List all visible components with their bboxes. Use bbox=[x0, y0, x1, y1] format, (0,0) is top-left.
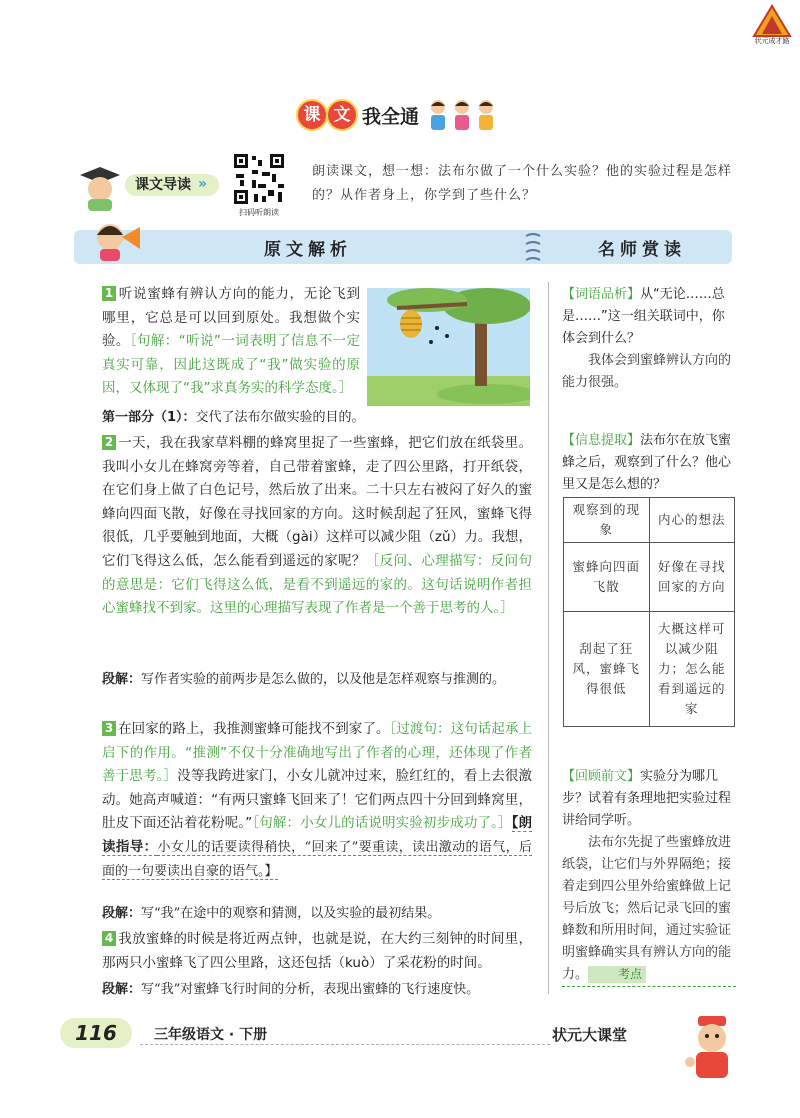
paragraph-summary-3 bbox=[102, 978, 532, 1002]
paragraph-number: 4 bbox=[102, 931, 116, 946]
note-text: “听说”一词表明了信息不一定真实可靠，因此这既成了“我”做实验的原因，又体现了“我”求真务实的科学态度。］ bbox=[102, 333, 361, 397]
double-chevron-icon: » bbox=[198, 176, 208, 192]
paragraph-summary-1 bbox=[102, 668, 532, 692]
summary-text: 写作者实验的前两步是怎么做的，以及他是怎样观察与推测的。 bbox=[141, 672, 506, 687]
table-cell: 刮起了狂风，蜜蜂飞得很低 bbox=[564, 612, 650, 727]
title-badge bbox=[296, 99, 356, 131]
note-text: 这句话起承上启下的作用。“推测”不仅十分准确地写出了作者的心理，还体现了作者善于思考。］ bbox=[102, 721, 533, 785]
megaphone-kid-icon bbox=[90, 215, 146, 263]
qr-label: 扫码听朗读 bbox=[239, 208, 279, 217]
note-label: ［过渡句： bbox=[389, 721, 451, 737]
table-cell: 好像在寻找回家的方向 bbox=[649, 543, 735, 612]
paragraph-number: 1 bbox=[102, 286, 116, 301]
section-title bbox=[296, 95, 497, 135]
paragraph-1 bbox=[102, 283, 360, 401]
ribbon-divider-icon bbox=[524, 232, 542, 262]
title-badge-char: 文 bbox=[326, 99, 358, 131]
paragraph-number: 3 bbox=[102, 721, 116, 736]
reading-guide-text: 小女儿的话要读得稍快，“回来了”要重读，读出激动的语气，后面的一句要读出自豪的语气。】 bbox=[102, 839, 533, 879]
paragraph-summary-2 bbox=[102, 902, 532, 926]
side-question: 从“无论……总是……”这一组关联词中，你体会到什么？ bbox=[562, 287, 725, 346]
reading-guide-label: 【朗读指导： bbox=[102, 815, 533, 855]
side-label: 【回顾前文】 bbox=[562, 769, 641, 784]
observation-table bbox=[563, 497, 735, 727]
title-badge-char: 课 bbox=[296, 99, 328, 131]
side-label: 【词语品析】 bbox=[562, 287, 641, 302]
footer-divider bbox=[140, 1044, 550, 1045]
kid-icon bbox=[451, 98, 473, 132]
table-cell: 蜜蜂向四面飞散 bbox=[564, 543, 650, 612]
beehive-tree-illustration bbox=[367, 288, 530, 406]
summary-label: 段解： bbox=[102, 906, 142, 921]
side-note-review bbox=[562, 766, 736, 987]
summary-label: 段解： bbox=[102, 672, 142, 687]
paragraph-text: 我放蜜蜂的时候是将近两点钟，也就是说，在大约三刻钟的时间里，那两只小蜜蜂飞了四公里路，这还包括（kuò）了采花粉的时间。 bbox=[102, 931, 532, 971]
side-answer bbox=[562, 832, 736, 987]
side-answer-text: 法布尔先捉了些蜜蜂放进纸袋，让它们与外界隔绝；接着走到四公里外给蜜蜂做上记号后放飞；然后记录飞回的蜜蜂数和所用时间，通过实验证明蜜蜂确实具有辨认方向的能力。 bbox=[562, 835, 732, 982]
side-note-info-extract bbox=[562, 430, 736, 496]
table-header: 观察到的现象 bbox=[564, 498, 650, 543]
column-divider bbox=[548, 282, 549, 994]
paragraph-text: 一天，我在我家草料棚的蜂窝里捉了一些蜜蜂，把它们放在纸袋里。我叫小女儿在蜂窝旁等着，自己带着蜜蜂，走了四公里路，打开纸袋，在它们身上做了白色记号，然后放了出来。二十只左右被闷了好久的蜜蜂向四面飞散，好像在寻找回家的方向。这时候刮起了狂风，蜜蜂飞得很低，几乎要触到地面，大概（gài）这样可以减少阻（zǔ）力。我想，它们飞得这么低，怎么能看到遥远的家呢？ bbox=[102, 435, 532, 569]
table-cell: 大概这样可以减少阻力；怎么能看到遥远的家 bbox=[649, 612, 735, 727]
kid-icon bbox=[475, 98, 497, 132]
side-note-word-analysis bbox=[562, 284, 736, 394]
qr-code-icon[interactable] bbox=[232, 152, 286, 206]
side-question: 实验分为哪几步？试着有条理地把实验过程讲给同学听。 bbox=[562, 769, 732, 828]
mascot-kid-icon bbox=[680, 1012, 744, 1082]
bar-right-title: 名师赏读 bbox=[598, 240, 686, 260]
part-label: 第一部分（1）： bbox=[102, 410, 196, 425]
paragraph-2 bbox=[102, 432, 532, 621]
side-label: 【信息提取】 bbox=[562, 433, 641, 448]
part-summary bbox=[102, 406, 532, 430]
graduate-kid-icon bbox=[76, 165, 126, 211]
title-kids-illustration bbox=[427, 98, 497, 132]
note-label: ［句解： bbox=[252, 815, 301, 832]
paragraph-3 bbox=[102, 718, 532, 883]
note-label: ［反问、心理描写： bbox=[365, 552, 491, 569]
note-label: ［句解： bbox=[129, 333, 179, 350]
part-text: 交代了法布尔做实验的目的。 bbox=[195, 410, 365, 425]
summary-text: 写“我”对蜜蜂飞行时间的分析，表现出蜜蜂的飞行速度快。 bbox=[141, 982, 480, 997]
page-number: 116 bbox=[60, 1018, 132, 1048]
title-text: 我全通 bbox=[362, 105, 420, 128]
paragraph-text: 听说蜜蜂有辨认方向的能力，无论飞到哪里，它总是可以回到原处。我想做个实验。 bbox=[102, 286, 360, 350]
table-header: 内心的想法 bbox=[649, 498, 735, 543]
paragraph-number: 2 bbox=[102, 435, 116, 450]
exam-point-badge: 考点 bbox=[588, 966, 646, 983]
paragraph-text: 在回家的路上，我推测蜜蜂可能找不到家了。 bbox=[118, 721, 390, 737]
guide-label: 课文导读 bbox=[125, 174, 219, 196]
summary-label: 段解： bbox=[102, 982, 142, 997]
book-grade: 三年级语文 · 下册 bbox=[154, 1027, 268, 1043]
kid-icon bbox=[427, 98, 449, 132]
publisher-logo-text: 状元成才路 bbox=[754, 37, 790, 45]
bar-left-title: 原文解析 bbox=[264, 240, 352, 260]
note-text: 小女儿的话说明实验初步成功了。］ bbox=[300, 815, 512, 832]
side-question: 法布尔在放飞蜜蜂之后，观察到了什么？他心里又是怎么想的？ bbox=[562, 433, 732, 492]
paragraph-4 bbox=[102, 928, 532, 975]
summary-text: 写“我”在途中的观察和猜测，以及实验的最初结果。 bbox=[141, 906, 441, 921]
note-text: 反问句的意思是：它们飞得这么低，是看不到遥远的家的。这句话说明作者担心蜜蜂找不到家。这里的心理描写表现了作者是一个善于思考的人。］ bbox=[102, 552, 533, 617]
side-answer: 我体会到蜜蜂辨认方向的能力很强。 bbox=[562, 353, 732, 390]
brand-name: 状元大课堂 bbox=[552, 1026, 628, 1044]
publisher-logo-icon bbox=[752, 4, 792, 38]
guide-text: 朗读课文，想一想：法布尔做了一个什么实验？他的实验过程是怎样的？从作者身上，你学到了些什么？ bbox=[312, 164, 733, 203]
paragraph-text: 没等我跨进家门，小女儿就冲过来，脸红红的，看上去很激动。她高声喊道：“有两只蜜蜂飞回来了！它们两点四十分回到蜂窝里，肚皮下面还沾着花粉呢。” bbox=[102, 768, 533, 832]
